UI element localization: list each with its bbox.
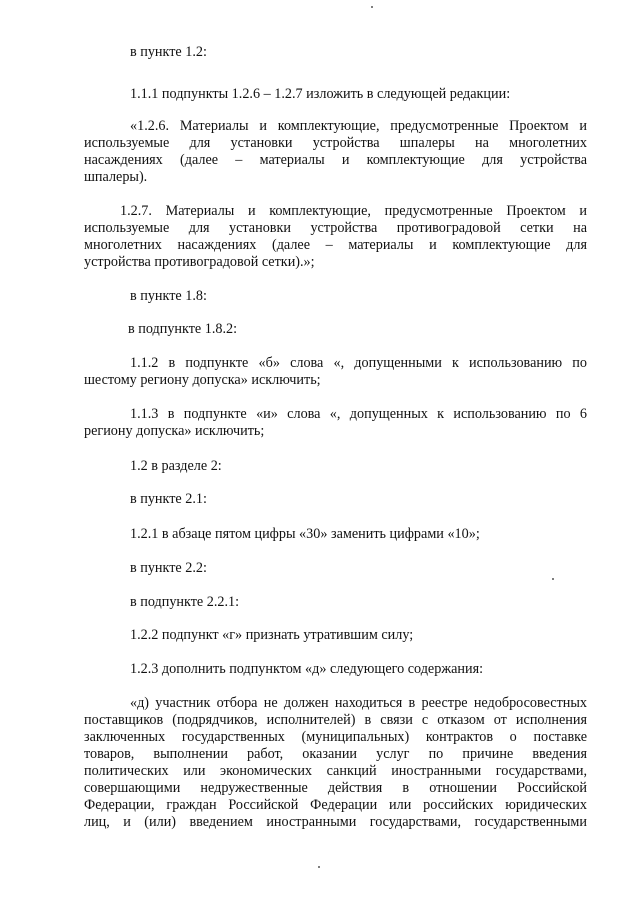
scan-speck: [552, 578, 554, 580]
paragraph-line: поставщиков (подрядчиков, исполнителей) в связи с отказом от исполнения: [84, 712, 587, 728]
paragraph-line: 1.1.2 в подпункте «б» слова «, допущенными к использованию по: [130, 355, 587, 371]
paragraph-line: 1.2.7. Материалы и комплектующие, предусмотренные Проектом и: [120, 203, 587, 219]
paragraph-line: 1.1.1 подпункты 1.2.6 – 1.2.7 изложить в следующей редакции:: [130, 86, 511, 102]
paragraph-line: «1.2.6. Материалы и комплектующие, предусмотренные Проектом и: [130, 118, 587, 134]
paragraph-line: 1.2 в разделе 2:: [130, 458, 222, 474]
paragraph-line: 1.2.2 подпункт «г» признать утратившим силу;: [130, 627, 414, 643]
paragraph-line: в пункте 1.2:: [130, 44, 207, 60]
paragraph-line: используемые для установки устройства противоградовой сетки на: [84, 220, 587, 236]
paragraph-line: 1.1.3 в подпункте «и» слова «, допущенных к использованию по 6: [130, 406, 587, 422]
paragraph-line: насаждениях (далее – материалы и комплектующие для устройства: [84, 152, 587, 168]
scan-speck: [371, 6, 373, 8]
paragraph-line: многолетних насаждениях (далее – материалы и комплектующие для: [84, 237, 587, 253]
paragraph-line: 1.2.3 дополнить подпунктом «д» следующего содержания:: [130, 661, 484, 677]
paragraph-line: 1.2.1 в абзаце пятом цифры «30» заменить цифрами «10»;: [130, 526, 480, 542]
paragraph-line: региону допуска» исключить;: [84, 423, 265, 439]
paragraph-line: Федерации, граждан Российской Федерации или российских юридических: [84, 797, 587, 813]
paragraph-line: политических или экономических санкций иностранными государствами,: [84, 763, 587, 779]
paragraph-line: товаров, выполнении работ, оказании услуг по причине введения: [84, 746, 587, 762]
paragraph-line: «д) участник отбора не должен находиться в реестре недобросовестных: [130, 695, 587, 711]
paragraph-line: заключенных государственных (муниципальных) контрактов о поставке: [84, 729, 587, 745]
paragraph-line: в пункте 1.8:: [130, 288, 207, 304]
paragraph-line: лиц, и (или) введением иностранными государствами, государственными: [84, 814, 587, 830]
paragraph-line: шпалеры).: [84, 169, 148, 185]
paragraph-line: шестому региону допуска» исключить;: [84, 372, 321, 388]
paragraph-line: устройства противоградовой сетки).»;: [84, 254, 315, 270]
paragraph-line: в пункте 2.2:: [130, 560, 207, 576]
paragraph-line: используемые для установки устройства шпалеры на многолетних: [84, 135, 587, 151]
paragraph-line: в подпункте 2.2.1:: [130, 594, 240, 610]
paragraph-line: совершающими недружественные действия в отношении Российской: [84, 780, 587, 796]
paragraph-line: в пункте 2.1:: [130, 491, 207, 507]
scan-speck: [318, 866, 320, 868]
paragraph-line: в подпункте 1.8.2:: [128, 321, 238, 337]
